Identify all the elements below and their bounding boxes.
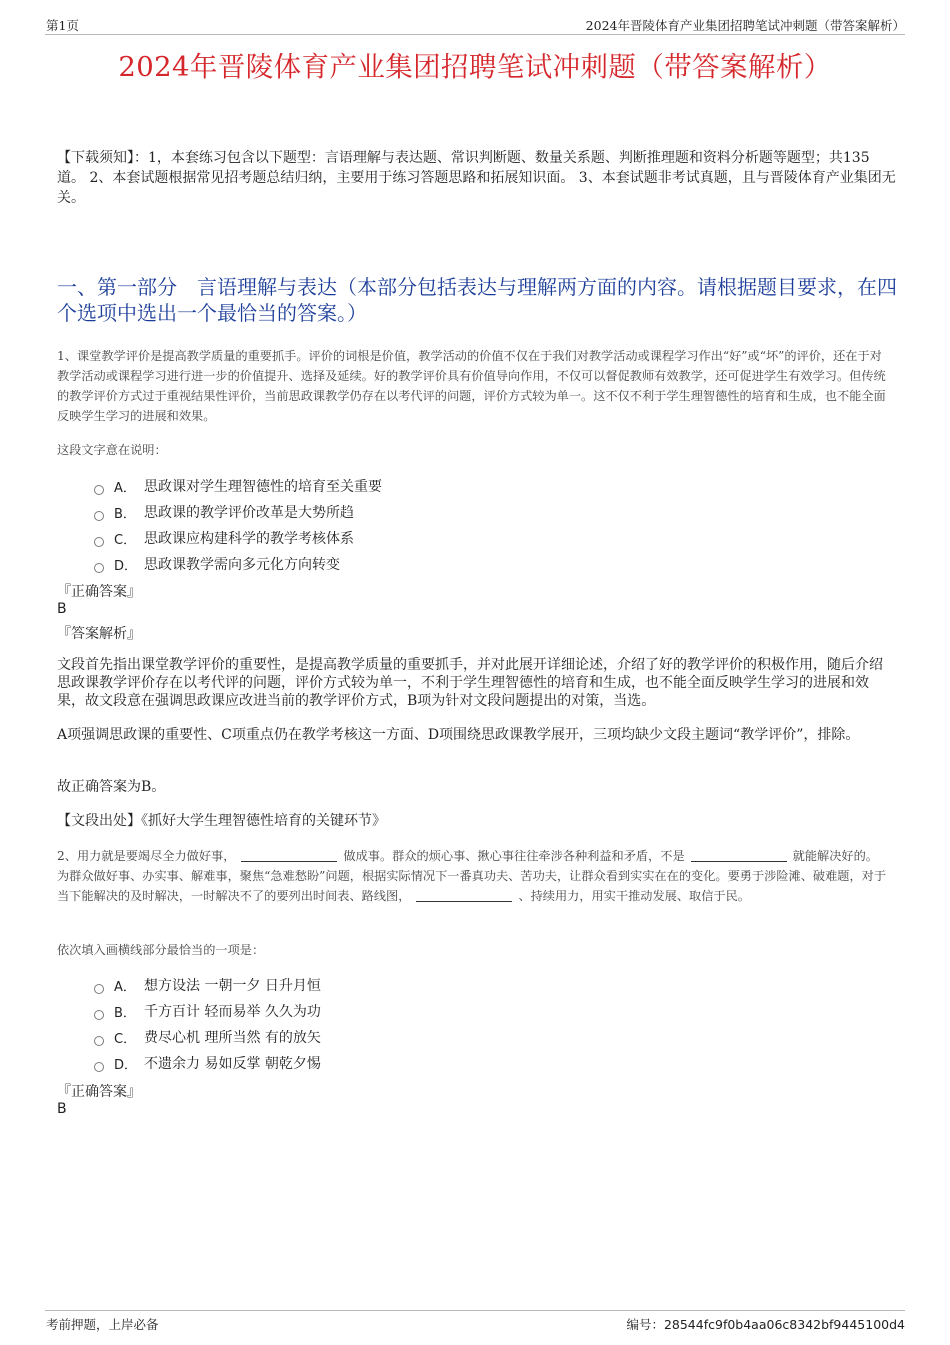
option-a[interactable] xyxy=(94,972,594,998)
answer-label: 『正确答案』 xyxy=(57,1084,141,1100)
stem-text: 就能解决好的。为群众做好事、办实事、解难事，聚焦“急难愁盼”问题，根据实际情况下一番真功夫、苦功夫，让群众看到实实在在的变化。要勇于涉险滩、破难题，对于当下能解决的及时解决，一时解决不了的要列出时间表、路线图， xyxy=(57,849,887,903)
footer-slogan: 考前押题，上岸必备 xyxy=(46,1317,159,1332)
download-notice: 【下载须知】：1，本套练习包含以下题型：言语理解与表达题、常识判断题、数量关系题、判断推理题和资料分析题等题型；共135道。 2、本套试题根据常见招考题总结归纳，主要用于练习答题思路和拓展知识面。 3、本套试题非考试真题，且与晋陵体育产业集团无关。 xyxy=(57,150,896,206)
option-text: 思政课对学生理智德性的培育至关重要 xyxy=(144,479,382,495)
option-c[interactable] xyxy=(94,525,594,551)
page-header xyxy=(45,16,905,35)
stem-text: 做成事。群众的烦心事、揪心事往往牵涉各种利益和矛盾，不是 xyxy=(343,849,685,863)
section-heading: 一、第一部分 言语理解与表达（本部分包括表达与理解两方面的内容。请根据题目要求，在四个选项中选出一个最恰当的答案。） xyxy=(57,275,897,325)
passage-source: 【文段出处】《抓好大学生理智德性培育的关键环节》 xyxy=(57,813,386,829)
radio-icon[interactable] xyxy=(94,563,104,573)
page-footer xyxy=(45,1310,905,1335)
fill-blank xyxy=(241,848,337,862)
fill-blank xyxy=(416,888,512,902)
option-letter: D． xyxy=(114,558,138,574)
option-letter: C． xyxy=(114,1031,137,1047)
stem-text: 2、用力就是要竭尽全力做好事， xyxy=(57,849,236,863)
option-letter: D． xyxy=(114,1057,138,1073)
option-text: 费尽心机 理所当然 有的放矢 xyxy=(144,1030,321,1046)
header-doc-title: 2024年晋陵体育产业集团招聘笔试冲刺题（带答案解析） xyxy=(585,18,905,33)
option-b[interactable] xyxy=(94,998,594,1024)
option-b[interactable] xyxy=(94,499,594,525)
answer-value: B xyxy=(57,601,67,617)
analysis-paragraph: A项强调思政课的重要性、C项重点仍在教学考核这一方面、D项围绕思政课教学展开，三项均缺少文段主题词“教学评价”，排除。 xyxy=(57,727,860,743)
question-1-stem: 1、课堂教学评价是提高教学质量的重要抓手。评价的词根是价值，教学活动的价值不仅在于我们对教学活动或课程学习作出“好”或“坏”的评价，还在于对教学活动或课程学习进行进一步的价值提升、选择及延续。好的教学评价具有价值导向作用，不仅可以督促教师有效教学，还可促进学生有效学习。但传统的教学评价方式过于重视结果性评价，当前思政课教学仍存在以考代评的问题，评价方式较为单一。这不仅不利于学生理智德性的培育和生成，也不能全面反映学生学习的进展和效果。 xyxy=(57,349,886,423)
option-letter: B． xyxy=(114,1005,136,1021)
question-2-prompt: 依次填入画横线部分最恰当的一项是： xyxy=(57,943,265,957)
option-a[interactable] xyxy=(94,473,594,499)
analysis-paragraph: 文段首先指出课堂教学评价的重要性，是提高教学质量的重要抓手，并对此展开详细论述，介绍了好的教学评价的积极作用，随后介绍思政课教学评价存在以考代评的问题，评价方式较为单一，不利于学生理智德性的培育和生成，也不能全面反映学生学习的进展和效果，故文段意在强调思政课应改进当前的教学评价方式，B项为针对文段问题提出的对策，当选。 xyxy=(57,657,883,709)
code-value: 28544fc9f0b4aa06c8342bf9445100d4 xyxy=(663,1317,905,1332)
question-1-prompt: 这段文字意在说明： xyxy=(57,443,167,457)
option-letter: A． xyxy=(114,480,136,496)
question-2-stem xyxy=(57,846,890,906)
document-code xyxy=(626,1315,905,1333)
radio-icon[interactable] xyxy=(94,1036,104,1046)
option-text: 思政课应构建科学的教学考核体系 xyxy=(144,531,354,547)
analysis-conclusion: 故正确答案为B。 xyxy=(57,779,166,795)
fill-blank xyxy=(691,848,787,862)
answer-label: 『正确答案』 xyxy=(57,584,141,600)
radio-icon[interactable] xyxy=(94,1010,104,1020)
radio-icon[interactable] xyxy=(94,511,104,521)
radio-icon[interactable] xyxy=(94,1062,104,1072)
option-text: 思政课教学需向多元化方向转变 xyxy=(144,557,340,573)
code-label: 编号： xyxy=(626,1317,664,1332)
page-number: 第1页 xyxy=(46,18,79,33)
option-d[interactable] xyxy=(94,1050,594,1076)
option-text: 想方设法 一朝一夕 日升月恒 xyxy=(144,978,321,994)
option-text: 思政课的教学评价改革是大势所趋 xyxy=(144,505,354,521)
option-letter: B． xyxy=(114,506,136,522)
option-letter: C． xyxy=(114,532,137,548)
document-title: 2024年晋陵体育产业集团招聘笔试冲刺题（带答案解析） xyxy=(118,51,832,83)
answer-value: B xyxy=(57,1101,67,1117)
radio-icon[interactable] xyxy=(94,984,104,994)
option-text: 不遗余力 易如反掌 朝乾夕惕 xyxy=(144,1056,321,1072)
analysis-label: 『答案解析』 xyxy=(57,626,141,642)
stem-text: 、持续用力，用实干推动发展、取信于民。 xyxy=(518,889,750,903)
option-text: 千方百计 轻而易举 久久为功 xyxy=(144,1004,321,1020)
option-letter: A． xyxy=(114,979,136,995)
option-c[interactable] xyxy=(94,1024,594,1050)
radio-icon[interactable] xyxy=(94,485,104,495)
question-2-options xyxy=(94,972,594,1076)
option-d[interactable] xyxy=(94,551,594,577)
question-1-options xyxy=(94,473,594,577)
radio-icon[interactable] xyxy=(94,537,104,547)
